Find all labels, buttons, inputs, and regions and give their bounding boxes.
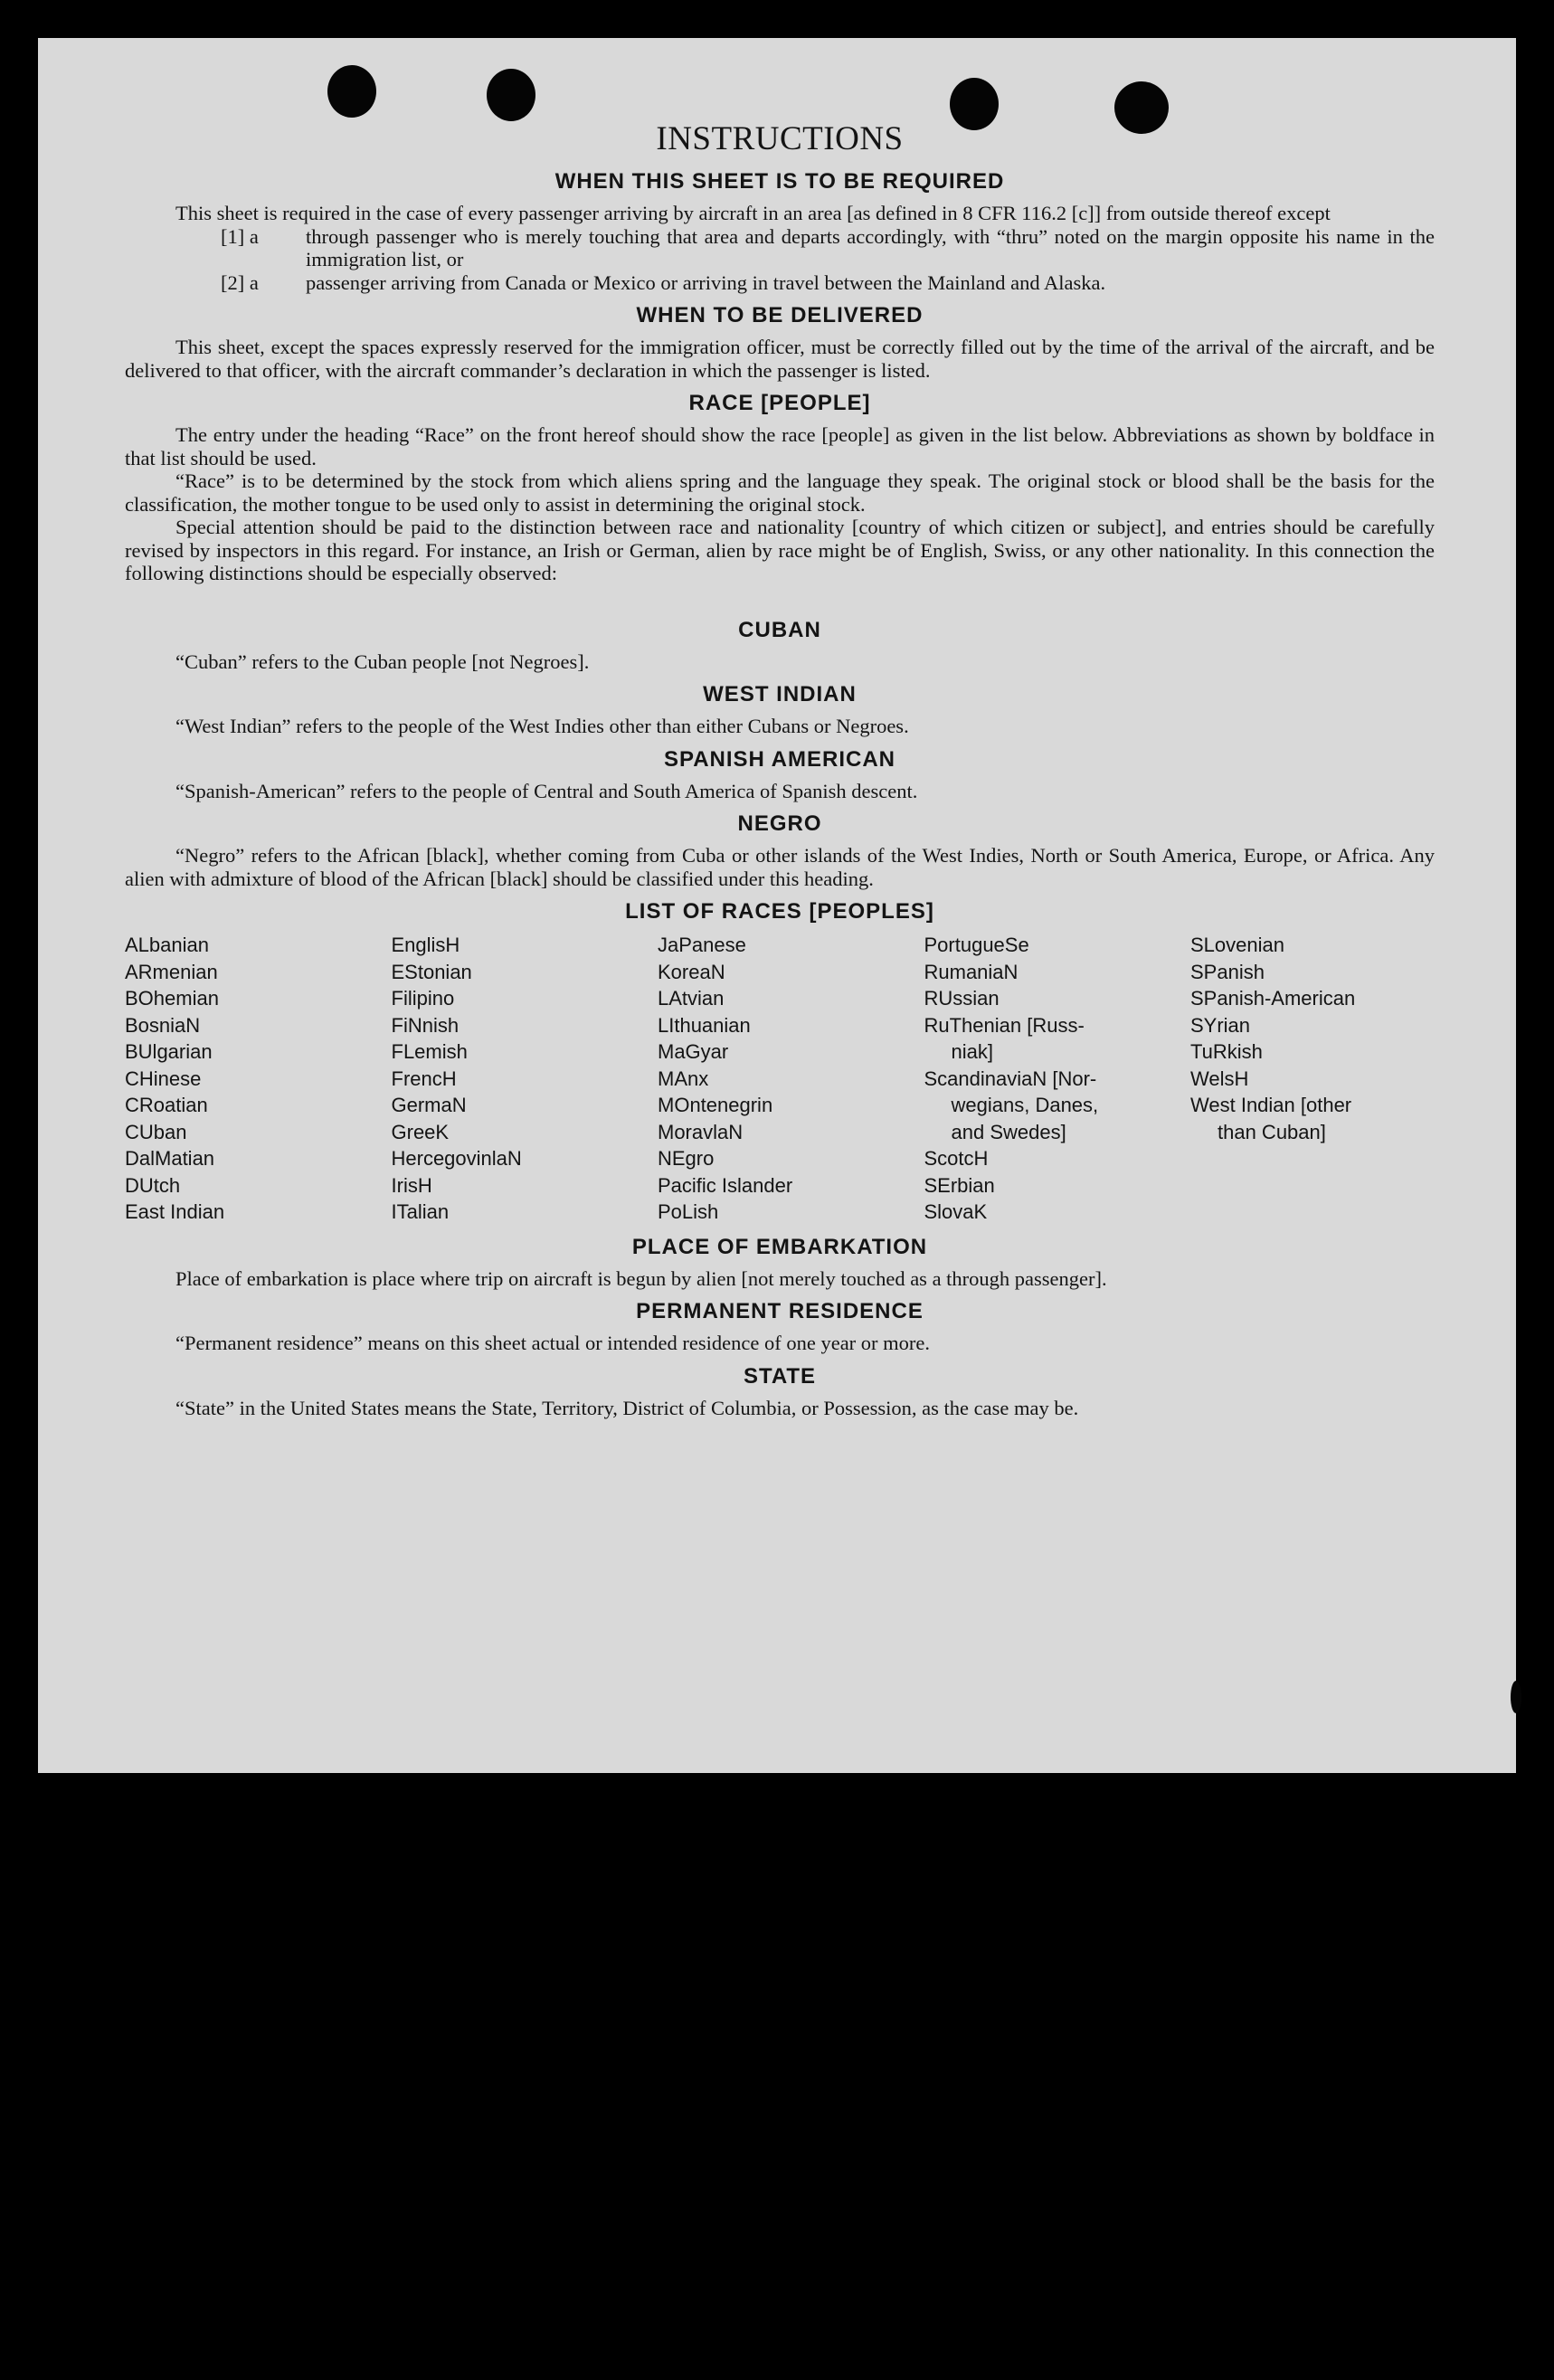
race-entry: BUlgarian — [125, 1040, 213, 1063]
race-entry: West Indian [other — [1190, 1094, 1352, 1116]
exception-item — [125, 271, 1435, 295]
race-entry: CHinese — [125, 1067, 202, 1090]
race-entry: SPanish-American — [1190, 987, 1356, 1010]
race-entry: Filipino — [391, 987, 455, 1010]
race-paragraph-1: The entry under the heading “Race” on the front hereof should show the race [people] as given in the list below. Abbreviations as shown by boldface in that list should be used. — [125, 423, 1435, 469]
punch-hole — [950, 78, 999, 130]
race-entry: DUtch — [125, 1173, 181, 1197]
race-entry: East Indian — [125, 1200, 225, 1223]
exception-number: [1] a — [221, 224, 259, 248]
race-entry: SPanish — [1190, 960, 1265, 983]
page-title: INSTRUCTIONS — [656, 120, 904, 157]
exception-text: through passenger who is merely touching that area and departs accordingly, with “thru” noted on the margin opposite his name in the immigration list, or — [306, 224, 1435, 270]
race-column — [392, 932, 636, 1226]
race-paragraph-2: “Race” is to be determined by the stock from which aliens spring and the language they speak. The original stock or blood shall be the basis for the classification, the mother tongue to be used only to assist in determining the original stock. — [125, 469, 1435, 516]
punch-hole — [487, 69, 535, 121]
race-entry: LAtvian — [658, 987, 725, 1010]
race-entry: SYrian — [1190, 1013, 1251, 1037]
race-entry: EnglisH — [391, 934, 460, 956]
race-entry: PoLish — [658, 1200, 719, 1223]
race-column — [658, 932, 902, 1226]
negro-text: “Negro” refers to the African [black], whether coming from Cuba or other islands of the West Indies, North or South America, Europe, or Africa. Any alien with admixture of blood of the African [black] should be classified under this heading. — [125, 844, 1435, 890]
race-entry: GermaN — [391, 1094, 467, 1116]
race-entry: RumaniaN — [924, 960, 1019, 983]
race-column — [924, 932, 1169, 1226]
race-entry: SlovaK — [924, 1200, 988, 1223]
race-entry: NEgro — [658, 1147, 715, 1170]
race-entry: HercegovinlaN — [391, 1147, 522, 1170]
race-entry: MOntenegrin — [658, 1094, 773, 1116]
race-entry: SErbian — [924, 1173, 995, 1197]
race-entry: FiNnish — [391, 1013, 460, 1037]
race-entry: CUban — [125, 1120, 187, 1143]
punch-hole — [1114, 81, 1169, 134]
race-entry: ITalian — [391, 1200, 450, 1223]
race-entry: FLemish — [391, 1040, 468, 1063]
exception-text: passenger arriving from Canada or Mexico or arriving in travel between the Mainland and Alaska. — [306, 270, 1106, 294]
race-entry: Pacific Islander — [658, 1173, 793, 1197]
race-column — [1190, 932, 1435, 1226]
heading-permanent-residence: PERMANENT RESIDENCE — [636, 1299, 924, 1323]
race-entry: IrisH — [391, 1173, 432, 1197]
cuban-text: “Cuban” refers to the Cuban people [not Negroes]. — [175, 650, 590, 673]
race-entry: PortugueSe — [924, 934, 1029, 956]
state-text: “State” in the United States means the State, Territory, District of Columbia, or Possession, as the case may be. — [175, 1396, 1079, 1419]
race-entry: than Cuban] — [1218, 1120, 1326, 1143]
heading-west-indian: WEST INDIAN — [703, 682, 857, 706]
race-entry: and Swedes] — [951, 1120, 1066, 1143]
race-entry: KoreaN — [658, 960, 725, 983]
race-entry: JaPanese — [658, 934, 746, 956]
race-paragraph-3: Special attention should be paid to the distinction between race and nationality [country of which citizen or subject], and entries should be carefully revised by inspectors in this regard. For instance, an Irish or German, alien by race might be of English, Swiss, or any other nationality. In this connection the following distinctions should be especially observed: — [125, 516, 1435, 584]
exception-number: [2] a — [221, 270, 259, 294]
race-entry: SLovenian — [1190, 934, 1284, 956]
list-of-races — [125, 932, 1435, 1226]
punch-hole — [327, 65, 376, 118]
permanent-residence-text: “Permanent residence” means on this sheet actual or intended residence of one year or more. — [175, 1332, 931, 1354]
race-entry: GreeK — [391, 1120, 450, 1143]
when-delivered-text: This sheet, except the spaces expressly reserved for the immigration officer, must be correctly filled out by the time of the arrival of the aircraft, and be delivered to that officer, with the aircraft commander’s declaration in which the passenger is listed. — [125, 336, 1435, 382]
when-required-intro: This sheet is required in the case of every passenger arriving by aircraft in an area [as defined in 8 CFR 116.2 [c]] from outside thereof except — [175, 202, 1331, 224]
race-entry: RUssian — [924, 987, 1000, 1010]
embarkation-text: Place of embarkation is place where trip on aircraft is begun by alien [not merely touched as a through passenger]. — [175, 1266, 1107, 1290]
heading-negro: NEGRO — [737, 811, 822, 836]
race-entry: MAnx — [658, 1067, 709, 1090]
edge-mark — [1511, 1681, 1521, 1713]
heading-spanish-american: SPANISH AMERICAN — [663, 746, 895, 772]
race-entry: DalMatian — [125, 1147, 215, 1170]
race-entry: MaGyar — [658, 1040, 729, 1063]
race-entry: ALbanian — [125, 934, 209, 956]
race-entry: TuRkish — [1190, 1040, 1263, 1063]
race-entry: wegians, Danes, — [951, 1094, 1099, 1116]
race-entry: ScotcH — [924, 1147, 989, 1170]
race-entry: MoravlaN — [658, 1120, 744, 1143]
west-indian-text: “West Indian” refers to the people of the West Indies other than either Cubans or Negroes. — [175, 715, 909, 737]
spanish-american-text: “Spanish-American” refers to the people of Central and South America of Spanish descent. — [175, 779, 918, 802]
race-column — [125, 932, 369, 1226]
race-entry: ARmenian — [125, 960, 218, 983]
heading-when-delivered: WHEN TO BE DELIVERED — [636, 303, 924, 327]
race-entry: BosniaN — [125, 1013, 201, 1037]
heading-race: RACE [PEOPLE] — [688, 391, 871, 415]
heading-embarkation: PLACE OF EMBARKATION — [631, 1234, 928, 1259]
race-entry: niak] — [951, 1040, 993, 1063]
race-entry: WelsH — [1190, 1067, 1249, 1090]
heading-cuban: CUBAN — [738, 617, 821, 642]
race-entry: LIthuanian — [658, 1013, 751, 1037]
race-entry: RuThenian [Russ- — [924, 1013, 1085, 1037]
heading-state: STATE — [743, 1363, 817, 1389]
heading-when-required: WHEN THIS SHEET IS TO BE REQUIRED — [554, 169, 1005, 194]
race-entry: BOhemian — [125, 987, 219, 1010]
race-entry: ScandinaviaN [Nor- — [924, 1067, 1097, 1090]
instruction-sheet — [38, 38, 1516, 1773]
exception-item — [125, 225, 1435, 271]
race-entry: FrencH — [391, 1067, 457, 1090]
race-entry: EStonian — [391, 960, 472, 983]
race-entry: CRoatian — [125, 1094, 208, 1116]
heading-list-of-races: LIST OF RACES [PEOPLES] — [625, 899, 934, 924]
